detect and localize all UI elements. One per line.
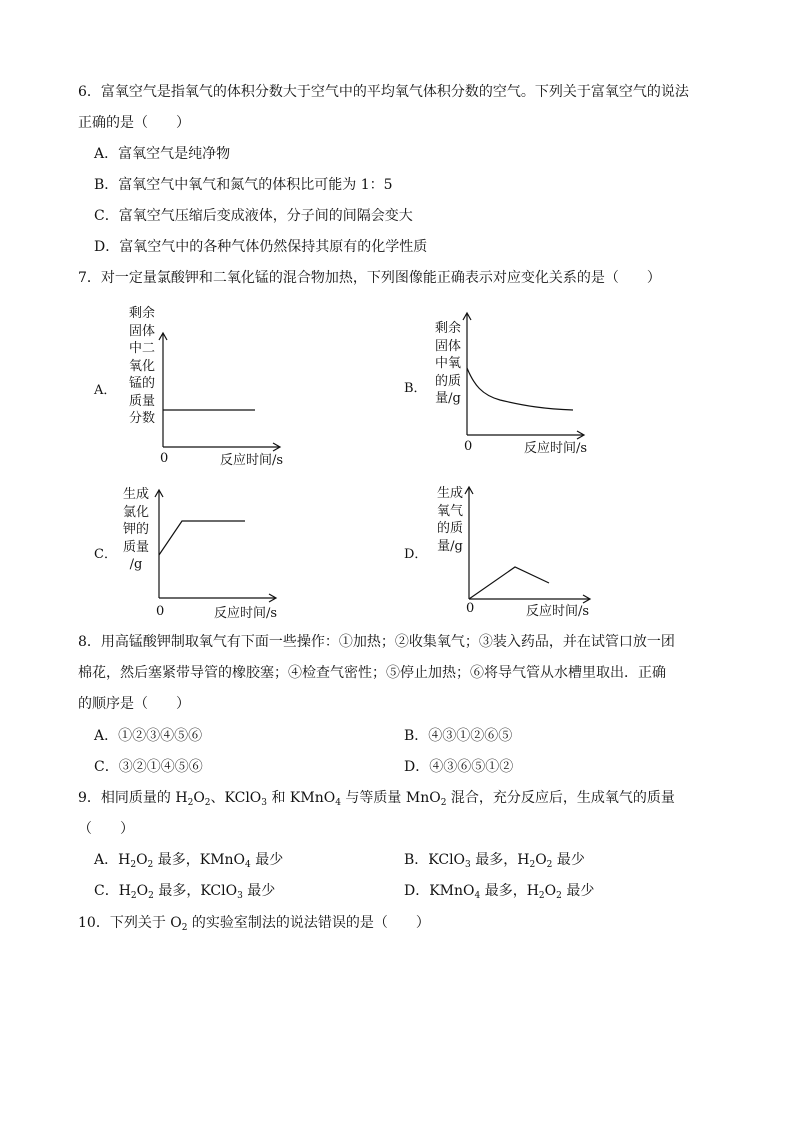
q7-graph-a-ylabel-1: 固体 [128, 323, 155, 339]
q7-graph-a-ylabel [126, 305, 158, 428]
q7-graph-a-ylabel-2: 中二 [128, 341, 155, 356]
q7-graph-d-origin: 0 [466, 601, 475, 616]
q7-graph-c-origin: 0 [156, 604, 165, 619]
q8-option-b: B．④③①②⑥⑤ [404, 728, 513, 744]
q6-option-c: C．富氧空气压缩后变成液体，分子间的间隔会变大 [94, 208, 413, 224]
q7-graph-b-ylabel-1: 固体 [434, 338, 461, 354]
q9-option-d: D．KMnO$_4$ 最多，$H_2O_2$ 最少 [404, 883, 595, 901]
q7-graph-d-curve [469, 567, 549, 599]
q7-graph-b-ylabel-4: 量/g [435, 391, 461, 406]
q7-graph-b-xlabel: 反应时间/s [524, 441, 588, 456]
q7-graph-d-ylabel-0: 生成 [436, 486, 463, 501]
q7-graph-c-ylabel-2: 钾的 [122, 522, 149, 537]
q7-graph-a-letter: A． [94, 383, 117, 398]
q7-graph-a-ylabel-6: 分数 [128, 411, 155, 426]
q8-stem-line1: 8．用高锰酸钾制取氧气有下面一些操作：①加热；②收集氧气；③装入药品，并在试管口放一团 [78, 634, 675, 650]
q7-graph-b-origin: 0 [464, 439, 473, 454]
q6-stem-line1: 6．富氧空气是指氧气的体积分数大于空气中的平均氧气体积分数的空气。下列关于富氧空气的说法 [78, 84, 689, 100]
q8-stem-line3: 的顺序是（ ） [78, 696, 190, 712]
q6-option-b: B．富氧空气中氧气和氮气的体积比可能为 1：5 [94, 177, 393, 193]
q7-graph-b-ylabel-2: 中氧 [434, 356, 461, 371]
q7-graph-b-ylabel-3: 的质 [434, 373, 461, 389]
q8-option-d: D．④③⑥⑤①② [404, 759, 514, 775]
q8-option-c: C．③②①④⑤⑥ [94, 759, 203, 775]
q6-stem-line2: 正确的是（ ） [78, 115, 190, 131]
q7-graph-a-axes [159, 333, 280, 451]
q7-graph-b-axes [463, 313, 584, 439]
q7-graph-c-xlabel: 反应时间/s [214, 606, 278, 621]
q7-graph-c-ylabel-1: 氯化 [122, 504, 149, 520]
q7-graph-c-ylabel [120, 486, 152, 574]
q7-graph-a-ylabel-0: 剩余 [128, 306, 155, 321]
q7-graph-b-letter: B． [404, 381, 427, 396]
q7-graph-c-ylabel-3: 质量 [122, 539, 149, 555]
q7-graph-a-origin: 0 [160, 451, 169, 466]
q7-graph-a-ylabel-5: 质量 [128, 393, 155, 409]
q7-graph-c-axes [155, 490, 276, 602]
q7-graph-d-xlabel: 反应时间/s [526, 604, 590, 619]
q9-option-b: B．KClO$_3$ 最多，$H_2O_2$ 最少 [404, 852, 585, 870]
q7-graph-d-axes [465, 487, 590, 603]
q7-graph-d-ylabel-3: 量/g [437, 538, 463, 554]
q9-option-a: A．$H_2O_2$ 最多，KMnO$_4$ 最少 [94, 852, 284, 870]
q7-graph-b-ylabel-0: 剩余 [434, 321, 461, 336]
q10-stem: 10．下列关于 $O_2$ 的实验室制法的说法错误的是（ ） [78, 915, 430, 933]
q9-stem-line2: （ ） [78, 821, 134, 837]
q9-option-c: C．$H_2O_2$ 最多，KClO$_3$ 最少 [94, 883, 276, 901]
q7-graph-d-ylabel-2: 的质 [436, 521, 463, 536]
q8-option-a: A．①②③④⑤⑥ [94, 728, 203, 744]
q7-graph-d-letter: D． [404, 547, 428, 562]
q7-graph-c-ylabel-4: /g [129, 557, 143, 572]
q7-graph-b-plot [460, 310, 610, 440]
q7-graph-d-plot [462, 484, 612, 604]
q7-graph-a-xlabel: 反应时间/s [220, 453, 284, 468]
q7-graph-d-ylabel-1: 氧气 [436, 503, 463, 519]
q7-graph-a-ylabel-3: 氧化 [128, 358, 155, 374]
q6-option-a: A．富氧空气是纯净物 [94, 146, 231, 162]
q9-stem-line1: 9．相同质量的 $H_2O_2$、KClO$_3$ 和 KMnO$_4$ 与等质量 MnO$_2$ 混合，充分反应后，生成氧气的质量 [78, 790, 675, 808]
q7-graph-b-curve [467, 368, 573, 410]
q7-graph-c-ylabel-0: 生成 [122, 487, 149, 502]
q7-stem: 7．对一定量氯酸钾和二氧化锰的混合物加热，下列图像能正确表示对应变化关系的是（ ） [78, 270, 661, 286]
q7-graph-c-letter: C． [94, 547, 117, 562]
q7-graph-c-plot [152, 487, 297, 607]
q8-stem-line2: 棉花，然后塞紧带导管的橡胶塞；④检查气密性；⑤停止加热；⑥将导气管从水槽里取出．正确 [78, 665, 666, 681]
q6-option-d: D．富氧空气中的各种气体仍然保持其原有的化学性质 [94, 239, 428, 255]
q7-graph-a-ylabel-4: 锰的 [128, 376, 155, 391]
q7-graph-c-curve [159, 521, 245, 555]
